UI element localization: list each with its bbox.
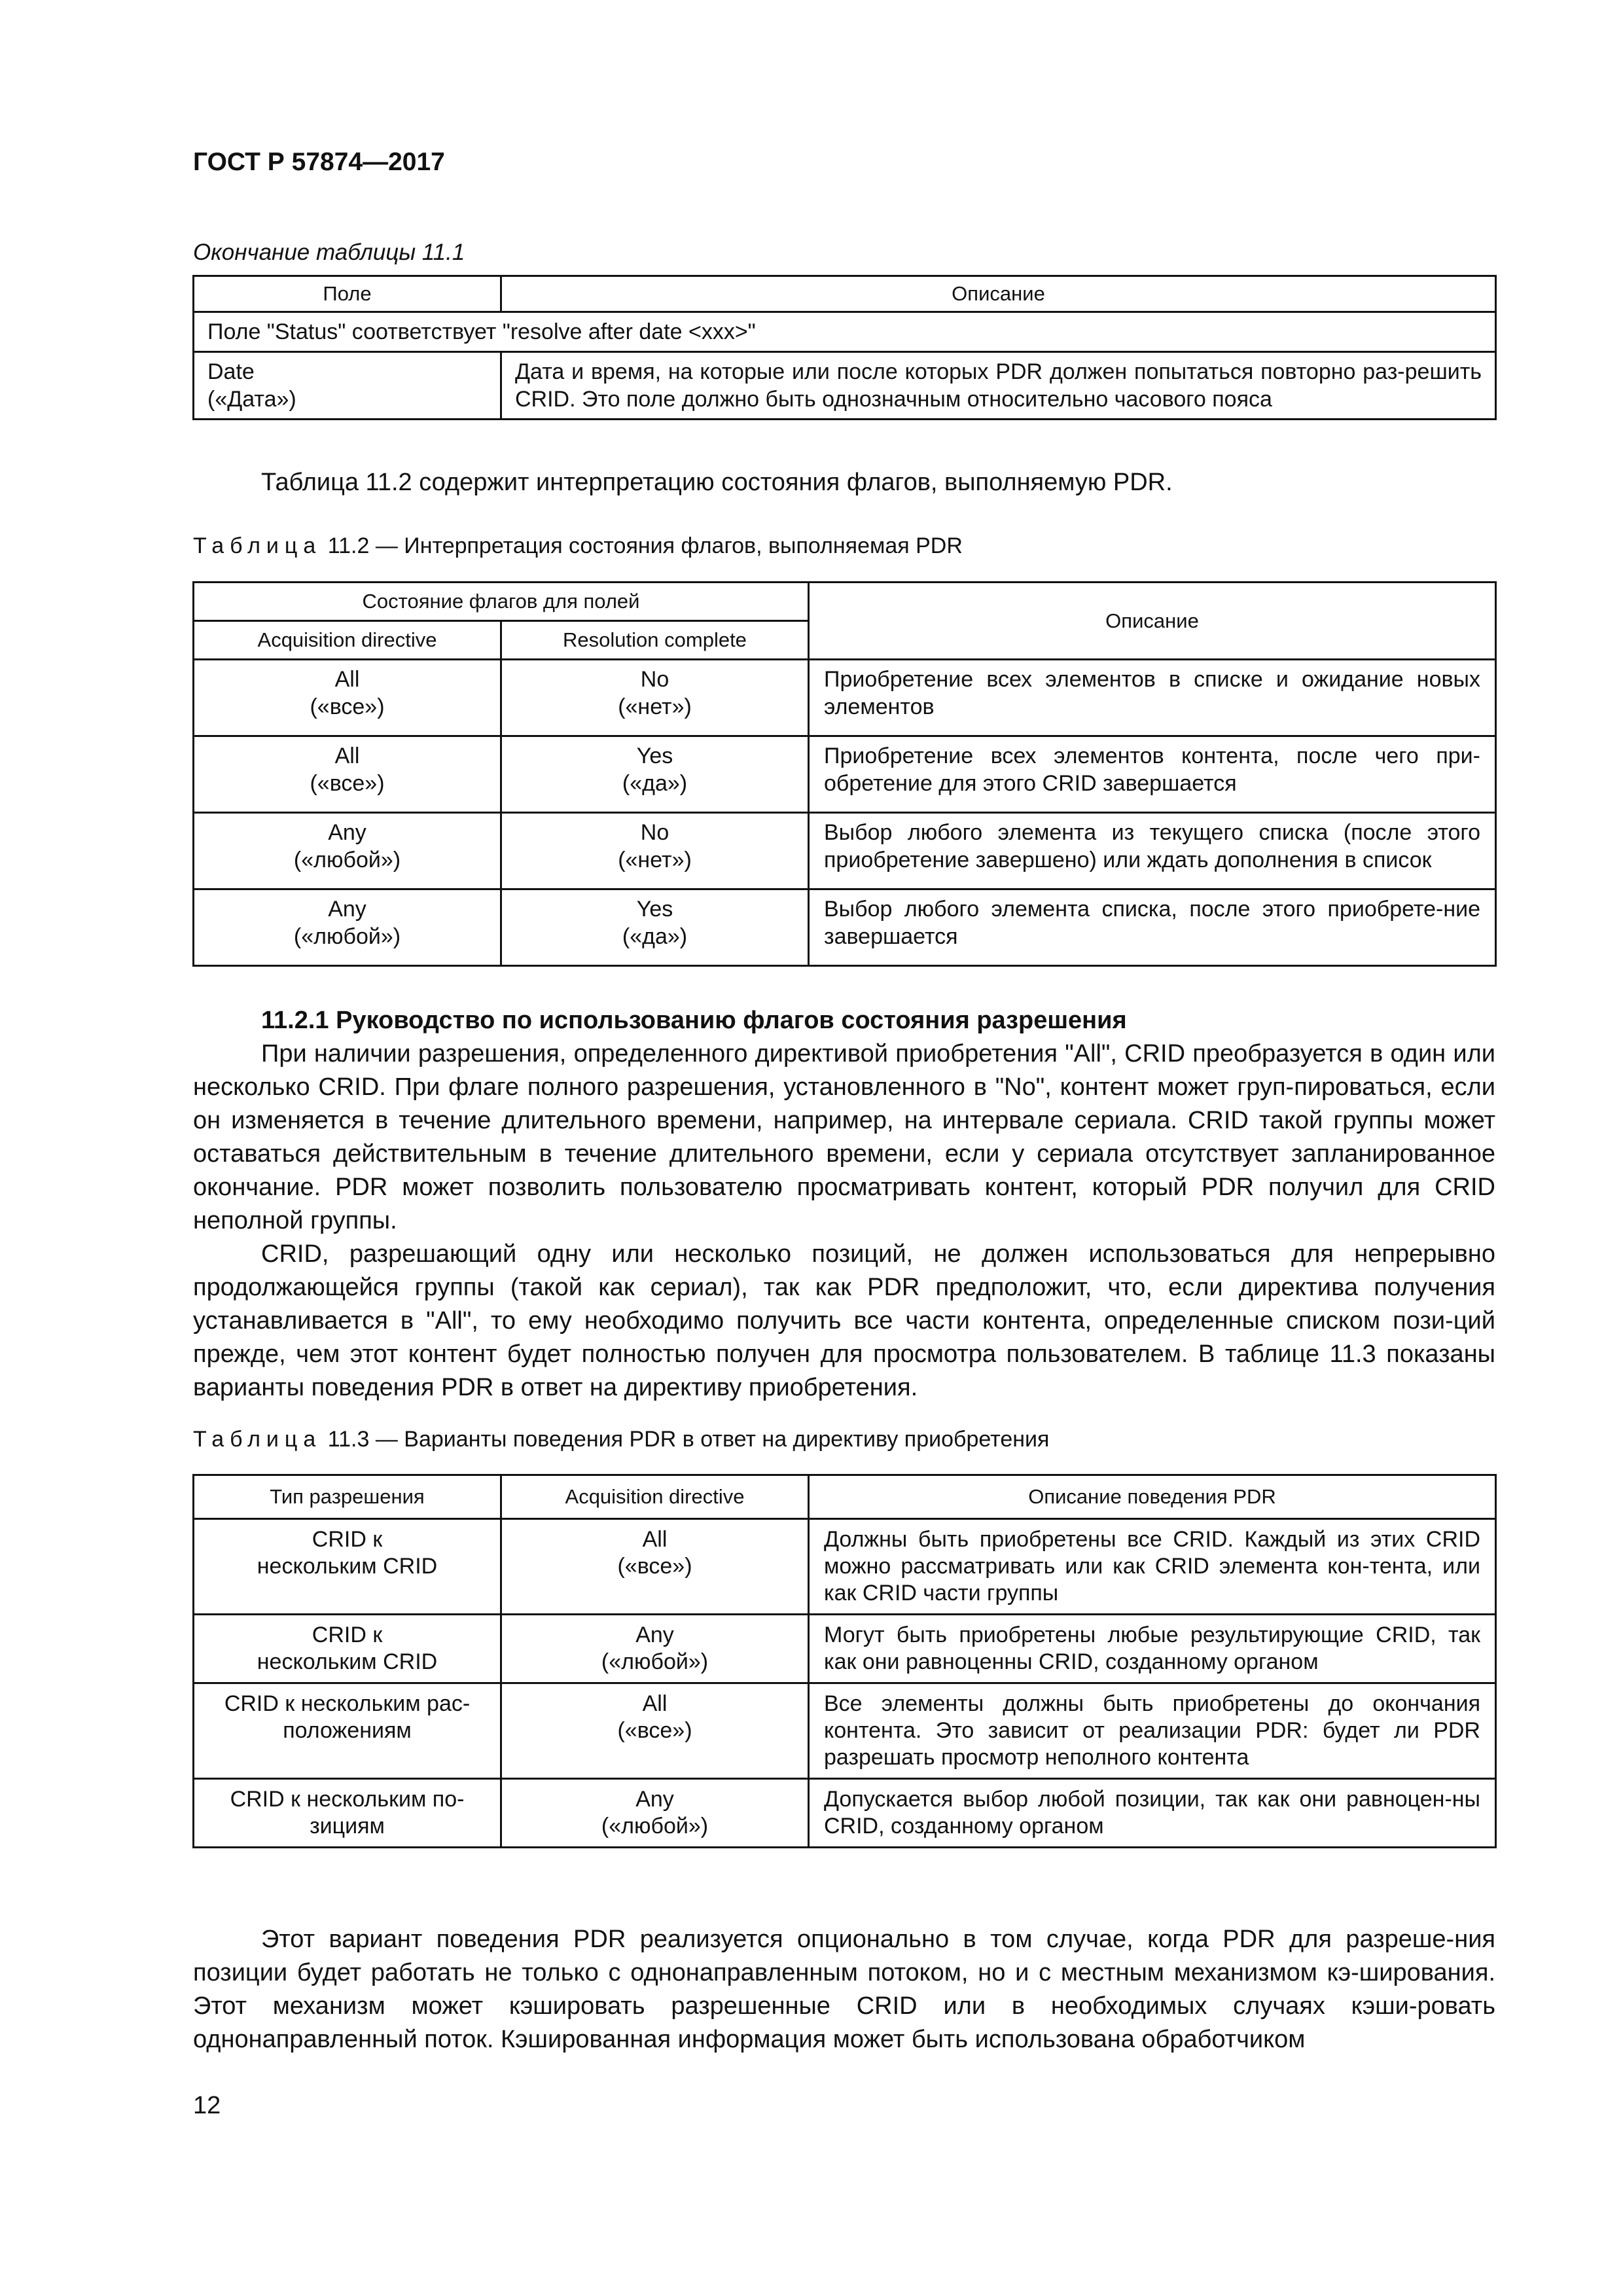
standard-header: ГОСТ Р 57874—2017: [193, 148, 445, 176]
column-header-type: Тип разрешения: [194, 1475, 501, 1519]
description-cell: Приобретение всех элементов контента, после чего при-обретение для этого CRID завершается: [809, 736, 1496, 813]
section-paragraph-2: CRID, разрешающий одну или несколько позиций, не должен использоваться для непрерывно продолжающейся группы (такой как сериал), так как PDR предположит, что, если директива получения устанавливается в "All", то ему необходимо получить все части контента, определенные списком пози-ций прежде, чем этот контент будет полностью получен для просмотра пользователем. В таблице 11.3 показаны варианты поведения PDR в ответ на директиву приобретения.: [193, 1240, 1495, 1401]
acq-value-ru: («все»): [310, 771, 385, 796]
acq-value-ru: («любой»): [293, 848, 401, 872]
acq-cell: [194, 660, 501, 736]
res-value: No: [640, 667, 669, 692]
res-cell: [501, 813, 809, 889]
table-row: [194, 352, 1496, 420]
acq-cell: [194, 736, 501, 813]
table-11-2-caption: [193, 533, 963, 559]
table-11-2: [192, 581, 1497, 967]
table-row: [194, 1683, 1496, 1779]
column-header-acquisition: Acquisition directive: [194, 621, 501, 660]
caption-text: 11.2 — Интерпретация состояния флагов, выполняемая PDR: [321, 533, 963, 558]
page-number: 12: [193, 2092, 221, 2119]
section-paragraph-1: При наличии разрешения, определенного директивой приобретения "All", CRID преобразуется в один или несколько CRID. При флаге полного разрешения, установленного в "No", контент может груп-пироваться, если он изменяется в течение длительного времени, например, на интервале сериала. CRID такой группы может оставаться действительным в течение длительного времени, если у сериала отсутствует запланированное окончание. PDR может позволить пользователю просматривать контент, который PDR получил для CRID неполной группы.: [193, 1040, 1495, 1234]
table-row: [194, 736, 1496, 813]
acq-cell: [194, 813, 501, 889]
type-cell: [194, 1615, 501, 1683]
description-cell: Выбор любого элемента из текущего списка (после этого приобретение завершено) или ждать дополнения в список: [809, 813, 1496, 889]
type-line-1: CRID к: [312, 1527, 383, 1552]
acq-value-ru: («все»): [617, 1554, 692, 1579]
column-header-description: Описание: [501, 276, 1496, 312]
res-value: Yes: [636, 744, 673, 768]
caption-text: 11.3 — Варианты поведения PDR в ответ на директиву приобретения: [321, 1427, 1050, 1452]
acq-value-ru: («любой»): [601, 1814, 709, 1839]
field-name: Date: [207, 359, 255, 384]
res-cell: [501, 660, 809, 736]
acq-value: Any: [328, 820, 366, 845]
res-value-ru: («да»): [622, 924, 688, 949]
intro-paragraph: Таблица 11.2 содержит интерпретацию состояния флагов, выполняемую PDR.: [261, 469, 1173, 496]
acq-cell: [501, 1519, 809, 1615]
acq-value: Any: [635, 1787, 674, 1812]
table-11-3-caption: [193, 1427, 1049, 1452]
res-cell: [501, 889, 809, 966]
acq-value: All: [334, 667, 360, 692]
closing-section: [193, 1923, 1495, 2056]
description-cell: Допускается выбор любой позиции, так как они равноцен-ны CRID, созданному органом: [809, 1779, 1496, 1848]
caption-prefix: Таблица: [193, 533, 322, 558]
type-line-2: нескольким CRID: [257, 1649, 438, 1674]
column-header-acquisition: Acquisition directive: [501, 1475, 809, 1519]
type-line-2: положениям: [283, 1718, 412, 1743]
section-heading: 11.2.1 Руководство по использованию флагов состояния разрешения: [261, 1007, 1127, 1034]
table-row: [194, 660, 1496, 736]
type-line-2: нескольким CRID: [257, 1554, 438, 1579]
field-name-ru: («Дата»): [207, 387, 296, 412]
status-row: Поле "Status" соответствует "resolve after date <xxx>": [194, 312, 1496, 352]
acq-value-ru: («все»): [617, 1718, 692, 1743]
acq-value-ru: («любой»): [293, 924, 401, 949]
res-value-ru: («нет»): [618, 694, 692, 719]
type-line-1: CRID к нескольким по-: [230, 1787, 465, 1812]
acq-value: Any: [635, 1623, 674, 1647]
acq-cell: [501, 1615, 809, 1683]
description-cell: Должны быть приобретены все CRID. Каждый из этих CRID можно рассматривать или как CRID элемента кон-тента, или как CRID части группы: [809, 1519, 1496, 1615]
res-value-ru: («да»): [622, 771, 688, 796]
description-cell: Выбор любого элемента списка, после этого приобрете-ние завершается: [809, 889, 1496, 966]
closing-paragraph: Этот вариант поведения PDR реализуется опционально в том случае, когда PDR для разреше-ния позиции будет работать не только с однонаправленным потоком, но и с местным механизмом кэ-ширования. Этот механизм может кэшировать разрешенные CRID или в необходимых случаях кэши-ровать однонаправленный поток. Кэшированная информация может быть использована обработчиком: [193, 1926, 1495, 2053]
description-cell: Могут быть приобретены любые результирующие CRID, так как они равноценны CRID, созданному органом: [809, 1615, 1496, 1683]
acq-value: Any: [328, 897, 366, 922]
table-row: [194, 889, 1496, 966]
table-11-1: [192, 275, 1497, 420]
type-cell: [194, 1683, 501, 1779]
description-cell: Все элементы должны быть приобретены до окончания контента. Это зависит от реализации PDR: будет ли PDR разрешать просмотр неполного контента: [809, 1683, 1496, 1779]
type-line-1: CRID к: [312, 1623, 383, 1647]
acq-cell: [501, 1683, 809, 1779]
table-row: [194, 813, 1496, 889]
acq-cell: [501, 1779, 809, 1848]
type-cell: [194, 1779, 501, 1848]
description-cell: Приобретение всех элементов в списке и ожидание новых элементов: [809, 660, 1496, 736]
res-value: No: [640, 820, 669, 845]
section-11-2-1: [193, 1004, 1495, 1405]
acq-cell: [194, 889, 501, 966]
column-header-resolution: Resolution complete: [501, 621, 809, 660]
acq-value: All: [334, 744, 360, 768]
acq-value-ru: («любой»): [601, 1649, 709, 1674]
res-cell: [501, 736, 809, 813]
type-line-1: CRID к нескольким рас-: [224, 1691, 471, 1716]
acq-value: All: [642, 1691, 668, 1716]
group-header: Состояние флагов для полей: [194, 583, 809, 621]
column-header-behavior: Описание поведения PDR: [809, 1475, 1496, 1519]
column-header-description: Описание: [809, 583, 1496, 660]
acq-value-ru: («все»): [310, 694, 385, 719]
caption-prefix: Таблица: [193, 1427, 322, 1452]
table-row: [194, 1779, 1496, 1848]
table-11-1-continuation-caption: Окончание таблицы 11.1: [193, 240, 465, 265]
res-value-ru: («нет»): [618, 848, 692, 872]
acq-value: All: [642, 1527, 668, 1552]
table-11-3: [192, 1474, 1497, 1848]
res-value: Yes: [636, 897, 673, 922]
table-row: [194, 1615, 1496, 1683]
type-cell: [194, 1519, 501, 1615]
table-row: [194, 1519, 1496, 1615]
field-cell: [194, 352, 501, 420]
description-cell: Дата и время, на которые или после которых PDR должен попытаться повторно раз-решить CRID. Это поле должно быть однозначным относительно часового пояса: [501, 352, 1496, 420]
column-header-field: Поле: [194, 276, 501, 312]
table-11-2-intro: [193, 466, 1495, 499]
type-line-2: зициям: [310, 1814, 385, 1839]
